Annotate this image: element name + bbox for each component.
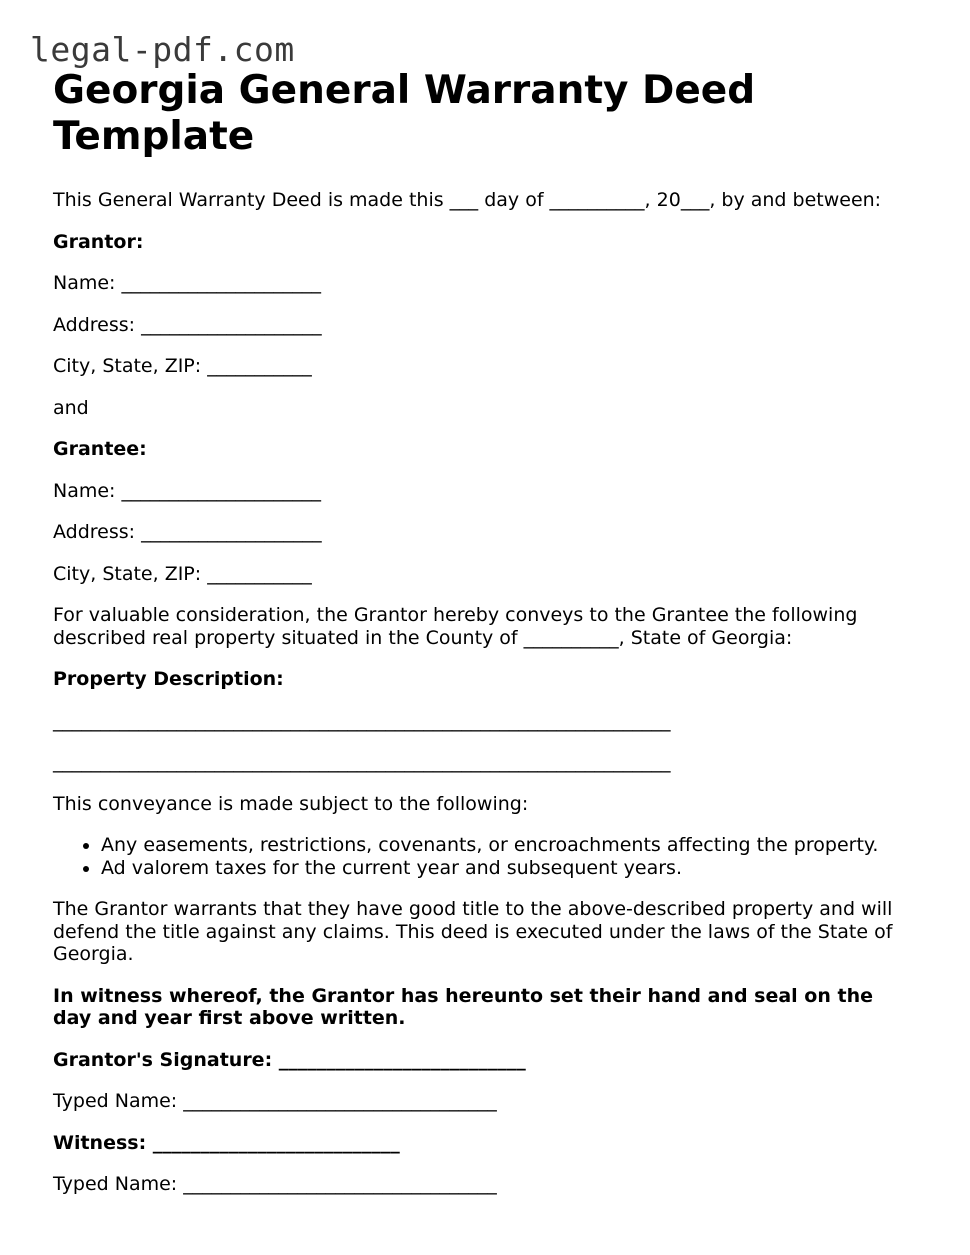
grantee-name-field: Name: _____________________	[53, 479, 321, 502]
property-description-line: _________________________________________________________________	[53, 709, 671, 732]
property-description-line: _________________________________________________________________	[53, 751, 671, 773]
page-title: Georgia General Warranty Deed Template	[53, 68, 756, 159]
grantee-address-field: Address: ___________________	[53, 521, 322, 543]
witness-statement: In witness whereof, the Grantor has hereunto set their hand and seal on the day and year first above written.	[53, 984, 873, 1029]
witness-typed-name-field: Typed Name: _________________________________	[53, 1173, 497, 1195]
list-item: • Any easements, restrictions, covenants, or encroachments affecting the property.	[101, 834, 913, 857]
subject-list	[53, 834, 913, 879]
conveyance-paragraph: For valuable consideration, the Grantor hereby conveys to the Grantee the following described real property situated in the County of __________, State of Georgia:	[53, 604, 858, 649]
document-body	[53, 68, 913, 1196]
witness-signature-field: Witness: __________________________	[53, 1131, 400, 1154]
and-text: and	[53, 396, 89, 419]
grantor-address-field: Address: ___________________	[53, 313, 322, 336]
property-description-heading: Property Description:	[53, 668, 284, 690]
grantee-city-field: City, State, ZIP: ___________	[53, 562, 312, 585]
warranty-paragraph: The Grantor warrants that they have good title to the above-described property and will defend the title against any claims. This deed is executed under the laws of the State of Georgia.	[53, 898, 893, 965]
grantor-name-field: Name: _____________________	[53, 272, 321, 294]
grantee-heading: Grantee:	[53, 438, 147, 460]
watermark: legal-pdf.com	[30, 30, 295, 69]
grantor-typed-name-field: Typed Name: _________________________________	[53, 1090, 497, 1112]
subject-intro: This conveyance is made subject to the following:	[53, 792, 529, 815]
list-item: • Ad valorem taxes for the current year and subsequent years.	[101, 857, 913, 880]
intro-paragraph: This General Warranty Deed is made this ___ day of __________, 20___, by and between:	[53, 189, 882, 211]
grantor-city-field: City, State, ZIP: ___________	[53, 355, 312, 377]
grantor-signature-field: Grantor's Signature: __________________________	[53, 1048, 526, 1071]
grantor-heading: Grantor:	[53, 230, 144, 253]
